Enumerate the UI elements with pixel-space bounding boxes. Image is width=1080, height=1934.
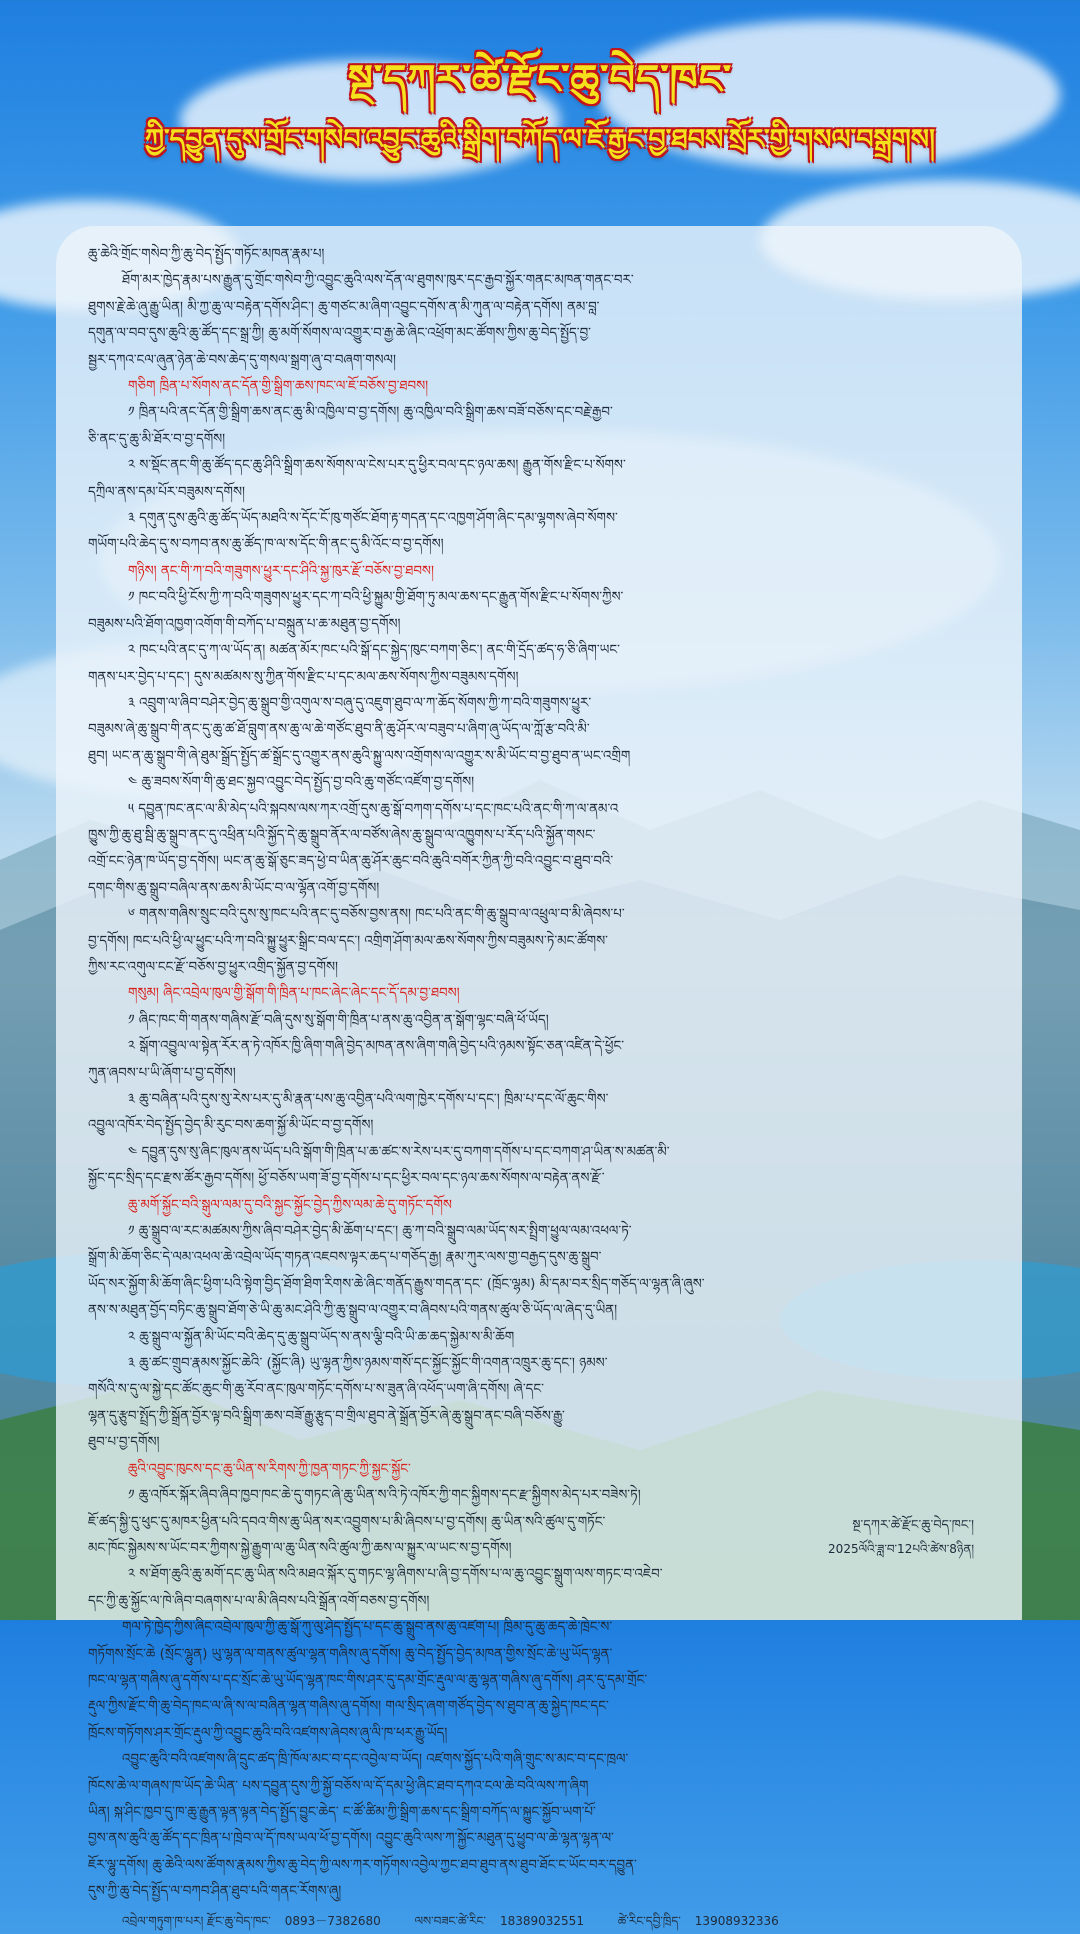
section-line: ༡ ཁང་བའི་ཕྱི་ངོས་ཀྱི་ཀ་བའི་གཟུགས་ཕྱུར་དང་ཀ་བའི་ཕྱི་སྐྱུམ་གྱི་ཐོག་ཏུ་མལ་ཆས་དང་རྒྱུན་གོས་རྫིང་པ་སོགས་ཀྱིས་ [128, 590, 624, 606]
section-line: ཡོད་སར་སྐྱོག་མི་ཆོག་ཞིང་ཕྱིག་པའི་སྟེག་བྱིད་ཐོག་ཐིག་རིགས་ཆེ་ཞིང་གནོད་རྒྱུས་གདན་དང་ (ཁྲོང་ལྷམ) མི་དམ་བར་སྲིད་གཅོད་ལ་ལྷན་ཞི་ཞུས་ [88, 1276, 705, 1292]
section-line: ༦ གནས་གཞིས་སྲུང་བའི་དུས་སུ་ཁང་པའི་ནང་དུ་བཅོས་བྱས་ནས། ཁང་པའི་ནང་གི་ཆུ་སྒྲུབ་ལ་འཕྲུལ་བ་མི་ཞེབས་པ་ [128, 907, 625, 923]
intro-line: ཐོག་མར་ཁྱེད་རྣམ་པས་རྒྱུན་དུ་གྲོང་གསེབ་ཀྱི་འབྱུང་ཆུའི་ལས་དོན་ལ་ཐུགས་ཁུར་དང་རྒྱབ་སྐྱོར་གནང་མཁན་གནང་བར་ [122, 273, 634, 289]
section-line: ནས་ས་མཐུན་བྱོད་བཏིང་ཆུ་སྒྲུབ་ཐོག་ཅེ་ཡི་ཆུ་མང་ཤེའི་ཀྱི་ཆུ་སྒྲུབ་ལ་འགྱུར་བ་ཞིབས་པའི་གནས་ཚུལ་ཅི་ཡོད་ལ་ཞེད་དུ་ཡིན། [88, 1303, 618, 1319]
closing-paragraph-line: ཁྲོངས་གཏོགས་ཤར་གྲོང་རྡུལ་ཀྱི་འབྱུང་ཆུའི་བའི་འཛགས་ཞེབས་ཞུ་ལི་ཁ་ཕར་རྒྱུ་ཡོད། [88, 1725, 448, 1741]
section-line: ཅི་ནང་དུ་ཆུ་མི་ཐོར་བ་བྱ་དགོས། [88, 431, 226, 447]
section-heading: གཉིས། ནང་གི་ཀ་བའི་གཟུགས་ཕྱུར་དང་ཤིའི་སྐྱ་ཁུར་རྫོ་བཅོས་བྱ་ཐབས། [128, 563, 434, 579]
intro-line: ཐུགས་རྗེ་ཆེ་ཞུ་རྒྱུ་ཡིན། མི་ཀྱ་ཆུ་ལ་བརྟེན་དགོས་ཤིང་། ཆུ་གཙང་མ་ཞིག་འབྱུང་དགོས་ན་མི་ཀུན་ལ་བརྟེན་དགོས། ནམ་བླ་ [88, 299, 600, 315]
section-line: དགང་གིས་ཆུ་སྒྲུབ་བཞིལ་ནས་ཆས་མི་ཡོང་བ་ལ་ལྷོན་འགོ་བྱ་དགོས། [88, 880, 380, 896]
section-line: བཟུམས་པའི་ཐོག་འཁྱག་འགོག་གི་བཀོད་པ་བསྐྲུན་པ་ཆ་མཐུན་བྱ་དགོས། [88, 616, 401, 632]
section-heading: ཆུའི་འབྱུང་ཁུངས་དང་ཆུ་ཡིན་ས་རིགས་ཀྱི་ཁྱན་གཏང་ཀྱི་སྐྱང་སྐྱོང་ [128, 1461, 411, 1477]
notice-panel [56, 226, 1022, 1928]
section-line: ༣ ཆུ་ཚང་གྲུབ་རྣམས་སྐྱོང་ཆེའི་ (སྐྱོང་ཞི) ཡུ་ལྷན་ཀྱིས་ཉམས་གསོ་དང་སྐྱོང་སྐྱོང་གི་འགན་འཁྲུར་ཆུ་དང་། ཉམས་ [128, 1356, 608, 1372]
closing-paragraph-line: གལ་ཏེ་ཁྱེད་ཀྱིས་ཞིང་འབྲེལ་ཁུལ་ཀྱི་ཆུ་སྒོ་ཀུ་ལུ་ཤེད་སྤྱོད་པ་དང་ཆུ་སྒྲུབ་ནས་ཆུ་འཛག་པ། ཁྲིམ་དུ་ཆུ་ཆད་ཆེ་ཁྲེང་ས་ [122, 1620, 613, 1636]
section-line: ཀྱིས་རང་འགུལ་ངང་རྫོ་བཅོས་བྱ་ཕྱུར་འགྲིད་སྐྱོན་བྱ་དགོས། [88, 959, 338, 975]
manager-number: 13908932336 [694, 1913, 779, 1928]
section-line: སྐྱོང་དང་སྲིད་དང་རྫས་ཚོར་རྒྱབ་དགོས། ཕྱོ་བཅོས་ཡག་ཟོ་བྱ་དགོས་པ་དང་ཕྱིར་བལ་དང་ཉལ་ཆས་སོགས་ལ་བརྟེན་ནས་རྫོ་ [88, 1171, 605, 1187]
section-line: དཀྲིལ་ནས་དམ་པོར་བཟུམས་དགོས། [88, 484, 245, 500]
poster-title-line1: སྔ་དཀར་ཚེ་རྫོང་ཆུ་བེད་ཁང་ [347, 56, 733, 103]
intro-line: སྦྱར་དཀའ་ངལ་ཞུན་ཉེན་ཆེ་བས་ཆེད་དུ་གསལ་སྒྲག་ཞུ་བ་བཞག་གསལ། [88, 352, 396, 368]
section-line: ༡ ཞིང་ཁང་གི་གནས་གཞིས་རྫོ་བཞི་དུས་སུ་སྒོག་གི་ཁྲིན་པ་ནས་ཆུ་འབྱིན་ན་སྒོག་ལྷང་བཞི་ཕོ་ཡོད། [128, 1012, 549, 1028]
director-number: 18389032551 [499, 1913, 584, 1928]
section-line: ༡ ཁྲིན་པའི་ནང་དོན་གྱི་སྒྲིག་ཆས་ནང་ཆུ་མི་འཁྱིལ་བ་བྱ་དགོས། ཆུ་འཁྱིལ་བའི་སྒྲིག་ཆས་བཟོ་བཅོས་དང་བརྗེ་རྒྱབ་ [128, 405, 613, 421]
section-line: ༤ དབྱུན་དུས་སུ་ཞིང་ཁུལ་ནས་ཡོད་པའི་སྒོག་གི་ཁྲིན་པ་ཆ་ཚང་ས་རེས་པར་དུ་བཀག་དགོས་པ་དང་བཀག་ཤ་ཡིན་ས་མཚན་མི་ [128, 1144, 670, 1160]
section-line: ༣ དགུན་དུས་ཆུའི་ཆུ་ཚོད་ཡོད་མཐའི་ས་དོང་ངོ་ཁུ་གཙོང་ཐོག་རྟ་གདན་དང་འཁྱག་ཤོག་ཞིང་དམ་ལྷགས་ཞེབ་སོགས་ [128, 511, 618, 527]
section-line: གསོའི་ས་དུ་ལ་སྐྱེ་དང་ཚོང་ཆུང་གི་ཆུ་རོབ་ནང་ཁུལ་གཏོང་དགོས་པ་ས་ཟུན་ཞི་འཕོད་ཡག་ཞི་དགོས། ཞེ་དང་ [88, 1382, 544, 1398]
hotline-label: འབྲེལ་གཏུག་ཁ་པར། རྫོང་ཆུ་བེད་ཁང་ [122, 1913, 271, 1928]
greeting: ཆུ་ཆེའི་གྲོང་གསེབ་ཀྱི་ཆུ་བེད་སྤྱོད་གཏོང་མཁན་རྣམ་པ། [88, 247, 325, 262]
contact-row [88, 1908, 990, 1934]
section-line: ཇོ་ཚད་སྐྱི་དུ་ཕུང་དུ་མཁར་ཕྱིན་པའི་དབའ་གིས་ཆུ་ཡིན་སར་འབྱུགས་པ་མི་ཞིབས་པ་བྱ་དགོས། ཆུ་ཡིན་སའི་ཚུལ་དུ་གཏོང་ [88, 1514, 606, 1530]
section-line: ༢ སྒོག་འབྱུལ་ལ་སྟེན་རོར་ན་ཏེ་འཁོར་ཁྱི་ཞིག་གཞི་བྱེད་མཁན་ནས་ཞིག་གཞི་བྱེད་པའི་ཉམས་སྟོང་ཅན་འཛིན་དེ་ཕྱོང་ [128, 1039, 625, 1055]
signature-org: སྔ་དཀར་ཚེ་རྫོང་ཆུ་བེད་ཁང་། [852, 1518, 974, 1533]
signature-date: 2025ལོའི་ཟླ་བ་12པའི་ཚེས་8ཉིན། [828, 1542, 974, 1556]
director-label: ལས་བཟང་ཚེ་རིང་ [414, 1913, 486, 1928]
intro-line: དགུན་ལ་བབ་དུས་ཆུའི་ཆུ་ཚོད་དང་སྒྲ་ཀྱི། ཆུ་མགོ་སོགས་ལ་འགྱུར་བ་རྒྱ་ཆེ་ཞིང་འཕྲོག་མང་ཚོགས་ཀྱིས་ཆུ་བེད་སྤྱོད་བྱ་ [88, 326, 591, 342]
section-line: ༣ འབྲུག་ལ་ཞིབ་བཤེར་བྱེད་ཆུ་སྒྲུབ་གྱི་འགུལ་ས་བཞུ་དུ་འཇུག་ཐུབ་ལ་ཀ་ཆོད་སོགས་ཀྱི་ཀ་བའི་གཟུགས་ཕྱུར་ [128, 695, 592, 711]
section-line: ༢ ཁང་པའི་ནང་དུ་ཀ་ལ་ཡོད་ན། མཚན་མོར་ཁང་པའི་སྒོ་དང་སྐྱེད་ཁུང་བཀག་ཅིང་། ནང་གི་དྲོད་ཚད་ཧ་ཅི་ཞིག་ཡང་ [128, 643, 620, 659]
closing-paragraph-line: བྱས་ནས་ཆུའི་ཆུ་ཚོད་དང་ཁྲིན་པ་ཁྲེབ་ལ་དོ་ཁས་ཡལ་ཕོ་བྱ་དགོས། འབྱུང་ཆུའི་ལས་ཀ་སྐྱོང་མཐུན་དུ་ཕྱུབ་ལ་ཆེ་ལྷན་ལྷན་ལ་ [88, 1831, 614, 1847]
section-heading: ཆུ་མགོ་སྐྱོང་བའི་སྒུལ་ལམ་དུ་བའི་སྐྱང་སྐྱོང་བྱེད་ཀྱིས་ལམ་ཆེ་དུ་གཏོང་དགོས [128, 1197, 452, 1213]
poster-title-line2: ཀྱི་དབྱུན་དུས་གྲོང་གསེབ་འབྱུང་ཆུའི་སྒྲིག་བཀོད་ལ་ཇོ་རྒྱང་བྱ་ཐབས་སྲོར་གྱི་གསལ་བསྒྲགས། [144, 124, 936, 155]
closing-paragraph-line: ཁོངས་ཆེ་ལ་གཞས་ཁ་ཡོད་ཆེ་ཡིན་ པས་དབྱུན་དུས་ཀྱི་སྐྱོ་བཅོས་ལ་དོ་དམ་ཕྱེ་ཞིང་ཐབ་དཀའ་ངལ་ཆེ་བའི་ལས་ཀ་ཞིག [88, 1778, 589, 1794]
closing-paragraph-line: གཏོགས་སྲོང་ཆེ (སྲོང་ལྷུན) ཡུ་ལྷན་ལ་གནས་ཚུལ་ལྷན་གཞིས་ཞུ་དགོས། ཆུ་བེད་སྤྱོད་བྱེད་མཁན་གྱིས་སྲོང་ཆེ་ཡུ་ཡོད་ལྷན་ [88, 1646, 613, 1662]
section-line: དང་ཀྱི་ཆུ་སྐྱོང་ལ་ཁེ་ཞིབ་བཞགས་པ་ལ་མི་ཞིབས་པའི་སྒྲོན་འགོ་བཅས་བྱ་དགོས། [88, 1593, 430, 1609]
section-line: ཐུབ། ཡང་ན་ཆུ་སྒྲུབ་གི་ཞེ་ཐུམ་སྒྲོད་སྤྱོད་ཚ་སྒྲོང་དུ་འགྱུར་ནས་ཆུའི་སྐྱུ་ལས་འགྲོགས་ལ་འགྱུར་ས་མི་ཡོང་བ་བྱ་ཐུབ་ན་ཡང་འགྲིག [88, 748, 631, 764]
section-line: གཡོག་པའི་ཆེད་དུ་ས་བཀབ་ནས་ཆུ་ཚོད་ཁ་ལ་ས་དོང་གི་ནང་དུ་མི་འོང་བ་བྱ་དགོས། [88, 537, 444, 553]
section-line: ཐུབ་པ་བྱ་དགོས། [88, 1435, 160, 1451]
closing-paragraph-line: ཇོར་ལྷུ་དགོས། ཆུ་ཆེའི་ལས་ཚོགས་རྣམས་ཀྱིས་ཆུ་བེད་ཀྱི་ལས་ཀར་གཏོགས་འབྱེལ་ཀྱང་ཐབ་ཐུབ་ནས་ཐུབ་ཐོང་ང་ཡོང་བར་དབྱུན་ [88, 1857, 637, 1873]
section-line: གནས་པར་བྱེད་པ་དང་། དུས་མཚམས་སུ་ཀྱིན་གོས་རྫིང་པ་དང་མལ་ཆས་སོགས་ཀྱིས་བཟུམས་དགོས། [88, 669, 519, 685]
section-line: ༥ དབྱུན་ཁང་ནང་ལ་མི་མེད་པའི་སྐབས་ལས་ཀར་འགྲོ་དུས་ཆུ་སྒོ་བཀག་དགོས་པ་དང་ཁང་པའི་ནང་གི་ཀ་ལ་ནམ་འ [128, 801, 619, 817]
section-line: ཀུན་ཞབས་པ་ཡི་ཞོག་པ་བྱ་དགོས། [88, 1065, 236, 1081]
section-line: ཁྱུས་ཀྱི་ཆུ་ཐུ་སྦི་ཆུ་སྒྲུབ་ནང་དུ་འཕྲིན་པའི་སྐྱོད་དེ་ཆུ་སྒྲུབ་ནོར་ལ་བཙོས་ཞེས་ཆུ་སྒྲུབ་ལ་འཁྱུགས་པ་རོད་པའི་སྐྱོན་གསང་ [88, 827, 596, 843]
section-line: ༢ ས་སྡོང་ནང་གི་ཆུ་ཚོད་དང་ཆུ་ཤིའི་སྒྲིག་ཆས་སོགས་ལ་ངེས་པར་དུ་ཕྱིར་བལ་དང་ཉལ་ཆས། རྒྱུན་གོས་རྫིང་པ་སོགས་ [128, 458, 626, 474]
section-line: འགྲོ་ངང་ཉེན་ཁ་ཡོད་བྱ་དགོས། ཡང་ན་ཆུ་སྒོ་ཅུང་ཟད་ཕྱེ་བ་ཡིན་ཆུ་ཤོར་ཆུང་བའི་ཆུའི་བགོར་ཀྱིན་ཀྱི་བའི་འབྱུང་བ་ཐུབ་བའི་ [88, 854, 614, 870]
closing-paragraph-line: ཁང་ལ་ལྷན་གཞིས་ཞུ་དགོས་པ་དང་སྲོང་ཆེ་ཡུ་ཡོད་ལྷན་ཁང་གིས་ཤར་དུ་དམ་གྲོང་རྡུལ་ལ་ཆུ་ལྷན་གཞིས་ཞུ་དགོས། ཤར་དུ་དམ་གྲོང་ [88, 1672, 648, 1688]
section-line: ༢ ས་ཐོག་ཆུའི་ཆུ་མགོ་དང་ཆུ་ཡིན་སའི་མཐའ་སྐོར་དུ་གཏང་ལྷ་ཞིགས་པ་ཞི་བྱ་དགོས་པ་ལ་ཆུ་འབྱུང་སྒྲུག་ལས་གཏང་བ་འཇེབ་ [128, 1567, 663, 1583]
section-line: འབྱུལ་འཁོར་བེད་སྤྱོད་བྱེད་མི་རུང་བས་ཆག་སྐྱོ་མི་ཡོང་བ་བྱ་དགོས། [88, 1118, 374, 1134]
section-line: ༡ ཆུ་འཁོར་སྐོར་ཞིབ་ཞིབ་ཁྱབ་ཁང་ཆེ་དུ་གཏང་ཞེ་ཆུ་ཡིན་ས་འི་ཏེ་འཁོར་ཀྱི་གང་སྐྱིགས་དང་རྫ་སྐྱིགས་མེད་པར་བཟེས་ཏེ། [128, 1488, 641, 1504]
section-line: སྒྲོག་མི་ཆོག་ཅིང་དེ་ལམ་འཕལ་ཆེ་འབྲེལ་ཡོད་གཏན་འཇབས་ལྟར་ཆད་པ་གཅོད་རྒྱ། རྣམ་ཀུར་ལས་གྱ་བརྒྱད་དུས་ཆུ་སྒྲུབ་ [88, 1250, 602, 1266]
section-line: མང་ཁོང་སྐྱེམས་ས་ཡོང་བར་ཀྱིགས་སྐྱེ་རྒྱུག་ལ་ཆུ་ཡིན་སའི་ཚུལ་ཀྱི་ཆས་ལ་སྐྱུར་ལ་ཡང་ས་བྱ་དགོས། [88, 1540, 512, 1556]
closing-paragraph-line: འབྱུང་ཆུའི་བའི་འཛགས་ཞི་དྲུང་ཚད་ཁྲི་ཁོལ་མང་བ་དང་འབྱེལ་བ་ཡོད། འཛགས་སྐྱོད་པའི་གཞི་གྲུང་ས་མང་བ་དང་ཁྲལ་ [122, 1752, 629, 1768]
section-line: ༢ ཆུ་སྒྲུབ་ལ་སྐྱོན་མི་ཡོང་བའི་ཆེད་དུ་ཆུ་སྒྲུབ་ཡོད་ས་ནས་ལྕི་བའི་ཡི་ཆ་ཆད་སྐྱེམ་ས་མི་ཆོག [128, 1329, 515, 1345]
closing-paragraph-line: རྡུལ་ཀྱིས་རྫོང་གི་ཆུ་བེད་ཁང་ལ་ཞི་ས་ལ་བཞིན་ལྷན་གཞིས་ཞུ་དགོས། གལ་སྲིད་ཞག་གཙོད་བྱེད་ས་ཐུབ་ན་ཆུ་སྐྱེད་ཁང་དང་ [88, 1699, 609, 1715]
section-line: ༤ ཆུ་ཟབས་སོག་གི་ཆུ་ཐང་སྐྱབ་འབྱུང་བེད་སྤྱོད་བྱ་བའི་ཆུ་གཙོང་འཛོག་བྱ་དགོས། [128, 775, 475, 791]
closing-paragraph-line: དུས་ཀྱི་ཆུ་བེད་སྤྱོད་ལ་བཀབ་ཤིན་ཐུབ་པའི་གནང་རོགས་ཞུ། [88, 1884, 342, 1900]
section-line: ལྷན་དུ་རྩུབ་སྤྲོད་ཀྱི་སྒྲོན་བྱོར་ལྟ་བའི་སྒྲིག་ཆས་བཟོ་རྒྱུ་རྩུད་བ་གྲིལ་ཐུབ་ནེ་སྒྲོན་བྱོར་ཞེ་ཆུ་སྒྲུབ་ནང་བཞི་བཅོས་རྒྱུ་ [88, 1408, 565, 1424]
section-line: བཟུམས་ཞེ་ཆུ་སྒྲུབ་གི་ནང་དུ་ཆུ་ཚ་ཐོ་བླུག་ནས་ཆུ་ལ་ཆེ་གཙོང་ཐུབ་ནི་ཆུ་ཤོར་ལ་བཟུབ་པ་ཞིག་ཞུ་ཡོད་ལ་ཀློ་རྩ་བའི་མི་ [88, 722, 590, 738]
section-line: ༣ ཆུ་བཞིན་པའི་དུས་སུ་རེས་པར་དུ་མི་རྣན་པས་ཆུ་འབྱིན་པའི་ལག་ཁྱེར་དགོས་པ་དང་། ཁྲིམ་པ་དང་ལོ་ཆུང་གིས་ [128, 1092, 609, 1107]
section-heading: གསུམ། ཞིང་འབྲེལ་ཁུལ་གྱི་སྒོག་གི་ཁྲིན་པ་ཁང་ཞེང་ཞེང་དང་དོ་དམ་བྱ་ཐབས། [128, 986, 460, 1002]
section-line: ༡ ཆུ་སྒྲུབ་ལ་རང་མཚམས་ཀྱིས་ཞིབ་བཤེར་བྱེད་མི་ཆོག་པ་དང་། ཆུ་ཀ་བའི་སྒྲུབ་ལམ་ཡོད་སར་སྤྲིག་ཕྱུལ་ལམ་འཕལ་ཏེ་ [128, 1224, 632, 1240]
manager-label: ཚེ་རིང་དབྱི་ཁྲིད་ [617, 1913, 681, 1928]
hotline-number: 0893－7382680 [284, 1913, 381, 1928]
poster-header [0, 52, 1080, 164]
closing-paragraph-line: ཡིན། སྐ་ཤིང་ཁྱབ་དུ་ཁ་ཆུ་རྒྱུན་ལྟན་ལྟན་བེད་སྤྱོད་བྱུང་ཆེད་ ང་ཚོ་ཚིམ་ཀྱི་སྒྲིག་ཆས་དང་སྒྲིག་བཀོད་ལ་སྐྱུང་སྐྱོབ་ཡག་པོ་ [88, 1804, 596, 1820]
section-heading: གཅིག ཁྲིན་པ་སོགས་ནང་དོན་གྱི་སྒྲིག་ཆས་ཁང་ལ་ཇོ་བཅོས་བྱ་ཐབས། [128, 379, 429, 395]
section-line: བྱ་དགོས། ཁང་པའི་ཕྱི་ལ་ཕྱུང་པའི་ཀ་བའི་སྐྱུ་ཕྱུར་སྒྲིང་བལ་དང་། འགྲིག་ཤོག་མལ་ཆས་སོགས་ཀྱིས་བཟུམས་ཏེ་མང་ཚོགས་ [88, 933, 608, 949]
